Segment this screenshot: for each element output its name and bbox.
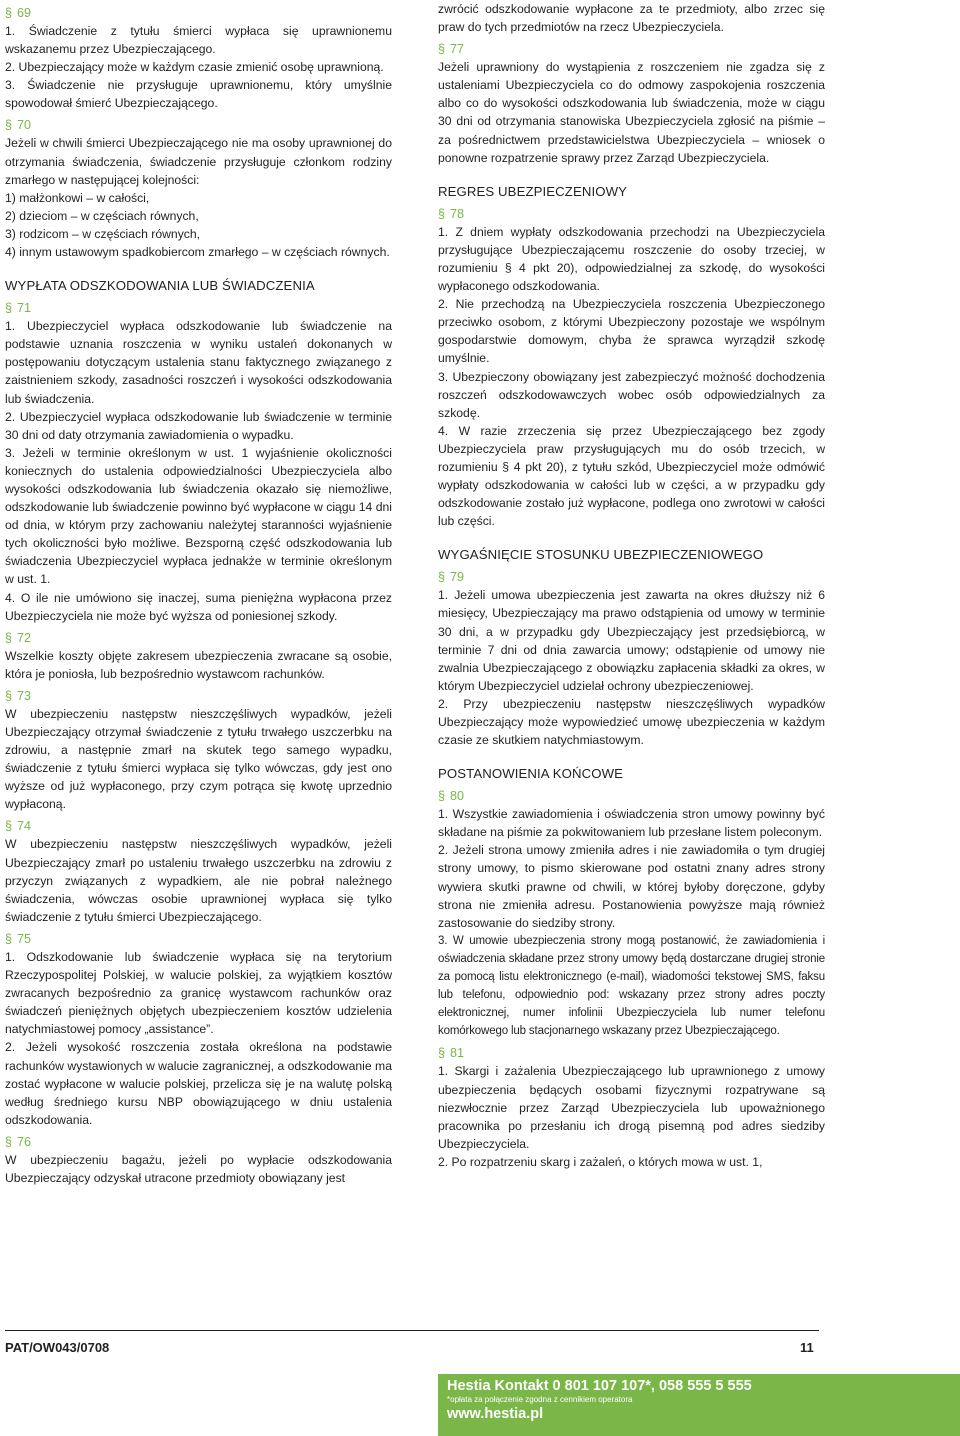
section-mark: §	[5, 6, 13, 20]
section-number: 75	[17, 931, 32, 946]
paragraph: 3. Ubezpieczony obowiązany jest zabezpieczyć możność dochodzenia roszczeń odszkodowawczych wobec osób odpowiedzialnych za szkodę.	[438, 369, 825, 420]
section-mark: §	[438, 42, 446, 57]
section-number: 71	[17, 301, 32, 316]
paragraph: 2. Ubezpieczyciel wypłaca odszkodowanie lub świadczenie w terminie 30 dni od daty otrzymania zawiadomienia o wypadku.	[5, 409, 392, 442]
section-71	[5, 299, 392, 317]
heading-postanowienia: POSTANOWIENIA KOŃCOWE	[438, 766, 624, 782]
section-number: 72	[17, 630, 32, 645]
paragraph: 1. Jeżeli umowa ubezpieczenia jest zawarta na okres dłuższy niż 6 miesięcy, Ubezpieczający ma prawo odstąpienia od umowy w terminie 30 dni, a w przypadku gdy Ubezpieczający jest przedsiębiorcą, w terminie 7 dni od dnia zawarcia umowy; odstąpienie od umowy nie zwalnia Ubezpieczającego z obowiązku zapłacenia składki za okres, w którym Ubezpieczyciel udzielał ochrony ubezpieczeniowej.	[438, 588, 825, 693]
paragraph: 2. Przy ubezpieczeniu następstw nieszczęśliwych wypadków Ubezpieczający może wypowiedzieć umowę ubezpieczenia w każdym czasie ze skutkiem natychmiastowym.	[438, 696, 825, 748]
section-80	[438, 787, 825, 805]
right-column	[438, 0, 825, 1171]
section-number: 78	[450, 206, 465, 221]
section-mark: §	[5, 819, 13, 834]
paragraph: W ubezpieczeniu następstw nieszczęśliwych wypadków, jeżeli Ubezpieczający zmarł po ustaleniu trwałego uszczerbku na zdrowiu z przyczyn związanych z wypadkiem, ale nie pobrał należnego świadczenia, wówczas osobie uprawnionej wypłaca się tylko świadczenie z tytułu śmierci Ubezpieczającego.	[5, 837, 392, 924]
paragraph: 1. Z dniem wypłaty odszkodowania przechodzi na Ubezpieczyciela przysługujące Ubezpieczającemu roszczenie do osoby trzeciej, w rozumieniu § 4 pkt 20), odpowiedzialnej za szkodę, do wysokości wypłaconego odszkodowania.	[438, 224, 825, 294]
paragraph: zwrócić odszkodowanie wypłacone za te przedmioty, albo zrzec się praw do tych przedmiotów na rzecz Ubezpieczyciela.	[438, 2, 825, 35]
section-74	[5, 817, 392, 835]
paragraph: 1) małżonkowi – w całości,	[5, 190, 150, 205]
section-77	[438, 40, 825, 58]
paragraph: Jeżeli w chwili śmierci Ubezpieczającego nie ma osoby uprawnionej do otrzymania świadczenia, świadczenie przysługuje członkom rodziny zmarłego w następującej kolejności:	[5, 136, 392, 187]
paragraph: 3. Świadczenie nie przysługuje uprawnionemu, który umyślnie spowodował śmierć Ubezpieczającego.	[5, 78, 392, 111]
section-mark: §	[5, 688, 13, 703]
paragraph: 2. Jeżeli wysokość roszczenia została określona na podstawie rachunków wystawionych w walucie zagranicznej, a odszkodowanie ma zostać wypłacone w walucie polskiej, przelicza się je na walutę polską według średniego kursu NBP obowiązującego w dniu ustalenia odszkodowania.	[5, 1040, 392, 1127]
section-mark: §	[5, 301, 13, 316]
section-72	[5, 629, 392, 647]
paragraph: 1. Świadczenie z tytułu śmierci wypłaca się uprawnionemu wskazanemu przez Ubezpieczającego.	[5, 24, 392, 57]
condensed-block	[438, 932, 825, 1041]
section-mark: §	[5, 1134, 13, 1149]
contact-banner	[438, 1374, 960, 1436]
paragraph: 3. W umowie ubezpieczenia strony mogą postanowić, że zawiadomienia i oświadczenia składane przez strony umowy będą dostarczane drugiej stronie za pomocą listu elektronicznego (e-mail), wiadomości tekstowej SMS, faksu lub telefonu, odpowiednio pod: wskazany przez strony adres poczty elektronicznej, numer infolinii Ubezpieczyciela lub numer telefonu komórkowego lub stacjonarnego wskazany przez Ubezpieczającego.	[438, 934, 825, 1038]
paragraph: Wszelkie koszty objęte zakresem ubezpieczenia zwracane są osobie, która je poniosła, lub bezpośrednio wystawcom rachunków.	[5, 648, 392, 681]
paragraph: 1. Wszystkie zawiadomienia i oświadczenia stron umowy powinny być składane na piśmie za pokwitowaniem lub przesłane listem poleconym.	[438, 807, 825, 840]
fee-note: *opłata za połączenie zgodna z cennikiem operatora	[447, 1395, 633, 1404]
paragraph: 3. Jeżeli w terminie określonym w ust. 1 wyjaśnienie okoliczności koniecznych do ustalenia odpowiedzialności Ubezpieczyciela albo wysokości odszkodowania lub świadczenia okazało się niemożliwe, odszkodowanie lub świadczenie powinno być wypłacone w ciągu 14 dni od dnia, w którym przy zachowaniu należytej staranności wyjaśnienie tych okoliczności było możliwe. Bezsporną część odszkodowania lub świadczenia Ubezpieczyciel wypłaca jednakże w terminie określonym w ust. 1.	[5, 445, 392, 587]
heading-wygasniecie: WYGAŚNIĘCIE STOSUNKU UBEZPIECZENIOWEGO	[438, 547, 764, 563]
section-mark: §	[438, 1046, 446, 1061]
website-link[interactable]: www.hestia.pl	[447, 1406, 544, 1422]
paragraph: 4) innym ustawowym spadkobiercom zmarłego – w częściach równych.	[5, 245, 390, 260]
section-81	[438, 1044, 825, 1062]
section-70	[5, 116, 392, 134]
paragraph: 1. Odszkodowanie lub świadczenie wypłaca się na terytorium Rzeczypospolitej Polskiej, w walucie polskiej, za wyjątkiem kosztów zwracanych bezpośrednio za granicę wystawcom rachunków oraz świadczeń pieniężnych objętych ubezpieczeniem kosztów udzielenia natychmiastowej pomocy „assistance”.	[5, 949, 392, 1037]
footer-rule	[5, 1330, 819, 1331]
contact-line: Hestia Kontakt 0 801 107 107*, 058 555 5 555	[447, 1378, 752, 1394]
left-column	[5, 0, 392, 1187]
section-number: 76	[17, 1134, 32, 1149]
section-number: 81	[450, 1046, 465, 1061]
paragraph: W ubezpieczeniu bagażu, jeżeli po wypłacie odszkodowania Ubezpieczający odzyskał utracone przedmioty obowiązany jest	[5, 1152, 392, 1185]
section-number: 80	[450, 789, 465, 804]
paragraph: 2. Po rozpatrzeniu skarg i zażaleń, o których mowa w ust. 1,	[438, 1154, 763, 1169]
paragraph: 1. Ubezpieczyciel wypłaca odszkodowanie lub świadczenie na podstawie uznania roszczenia w wyniku ustaleń dokonanych w postępowaniu dotyczącym ustalenia stanu faktycznego związanego z zaistnieniem szkody, zasadności roszczeń i wysokości odszkodowania lub świadczenia.	[5, 319, 392, 406]
paragraph: 1. Skargi i zażalenia Ubezpieczającego lub uprawnionego z umowy ubezpieczenia będących osobami fizycznymi rozpatrywane są niezwłocznie przez Zarząd Ubezpieczyciela lub upoważnionego pracownika po przesłaniu ich drogą pisemną pod adres siedziby Ubezpieczyciela.	[438, 1064, 825, 1151]
section-mark: §	[5, 118, 13, 133]
section-79	[438, 568, 825, 586]
section-number: 74	[17, 819, 32, 834]
paragraph: 2. Nie przechodzą na Ubezpieczyciela roszczenia Ubezpieczonego przeciwko osobom, z którymi Ubezpieczony pozostaje we wspólnym gospodarstwie domowym, chyba że sprawca wyrządził szkodę umyślnie.	[438, 297, 825, 366]
section-number: 73	[17, 688, 32, 703]
paragraph: 4. O ile nie umówiono się inaczej, suma pieniężna wypłacona przez Ubezpieczyciela nie może być wyższa od poniesionej szkody.	[5, 590, 392, 623]
section-mark: §	[5, 931, 13, 946]
paragraph: 3) rodzicom – w częściach równych,	[5, 226, 201, 241]
section-number: 79	[450, 570, 465, 585]
section-number: 70	[17, 118, 32, 133]
paragraph: Jeżeli uprawniony do wystąpienia z roszczeniem nie zgadza się z ustaleniami Ubezpieczyciela co do odmowy zaspokojenia roszczenia albo co do wysokości odszkodowania lub świadczenia, może w ciągu 30 dni od otrzymania stanowiska Ubezpieczyciela zgłosić na piśmie – za pośrednictwem przedstawicielstwa Ubezpieczyciela – wniosek o ponowne rozpatrzenie sprawy przez Zarząd Ubezpieczyciela.	[438, 60, 825, 165]
section-78	[438, 205, 825, 223]
paragraph: 2) dzieciom – w częściach równych,	[5, 208, 199, 223]
section-76	[5, 1133, 392, 1151]
section-75	[5, 930, 392, 948]
section-mark: §	[438, 206, 446, 221]
document-code: PAT/OW043/0708	[5, 1340, 110, 1355]
paragraph: 4. W razie zrzeczenia się przez Ubezpieczającego bez zgody Ubezpieczyciela praw przysługujących mu do osób trzecich, w rozumieniu § 4 pkt 20), z tytułu szkód, Ubezpieczyciel może odmówić wypłaty odszkodowania w całości lub w części, a w przypadku gdy odszkodowanie zostało już wypłacone, podlega ono zwrotowi w całości lub części.	[438, 423, 825, 529]
section-mark: §	[438, 570, 446, 585]
section-69	[5, 4, 392, 22]
paragraph: 2. Ubezpieczający może w każdym czasie zmienić osobę uprawnioną.	[5, 60, 384, 75]
section-mark: §	[5, 630, 13, 645]
section-number: 77	[450, 42, 465, 57]
section-number: 69	[17, 6, 32, 20]
heading-wyplata: WYPŁATA ODSZKODOWANIA LUB ŚWIADCZENIA	[5, 278, 315, 294]
paragraph: W ubezpieczeniu następstw nieszczęśliwych wypadków, jeżeli Ubezpieczający otrzymał świadczenie z tytułu trwałego uszczerbku na zdrowiu, a następnie zmarł na skutek tego samego wypadku, świadczenie z tytułu śmierci wypłaca się tylko wówczas, gdy jest ono wyższe od już wypłaconego, przy czym potrąca się kwotę uprzednio wypłaconą.	[5, 706, 392, 812]
section-73	[5, 687, 392, 705]
page-number: 11	[800, 1340, 814, 1355]
paragraph: 2. Jeżeli strona umowy zmieniła adres i nie zawiadomiła o tym drugiej strony umowy, to pismo skierowane pod ostatni znany adres strony wywiera skutki prawne od chwili, w której byłoby doręczone, gdyby strona nie zmieniła adresu. Postanowienia powyższe mają również zastosowanie do siedziby strony.	[438, 843, 825, 930]
heading-regres: REGRES UBEZPIECZENIOWY	[438, 183, 628, 199]
section-mark: §	[438, 789, 446, 804]
